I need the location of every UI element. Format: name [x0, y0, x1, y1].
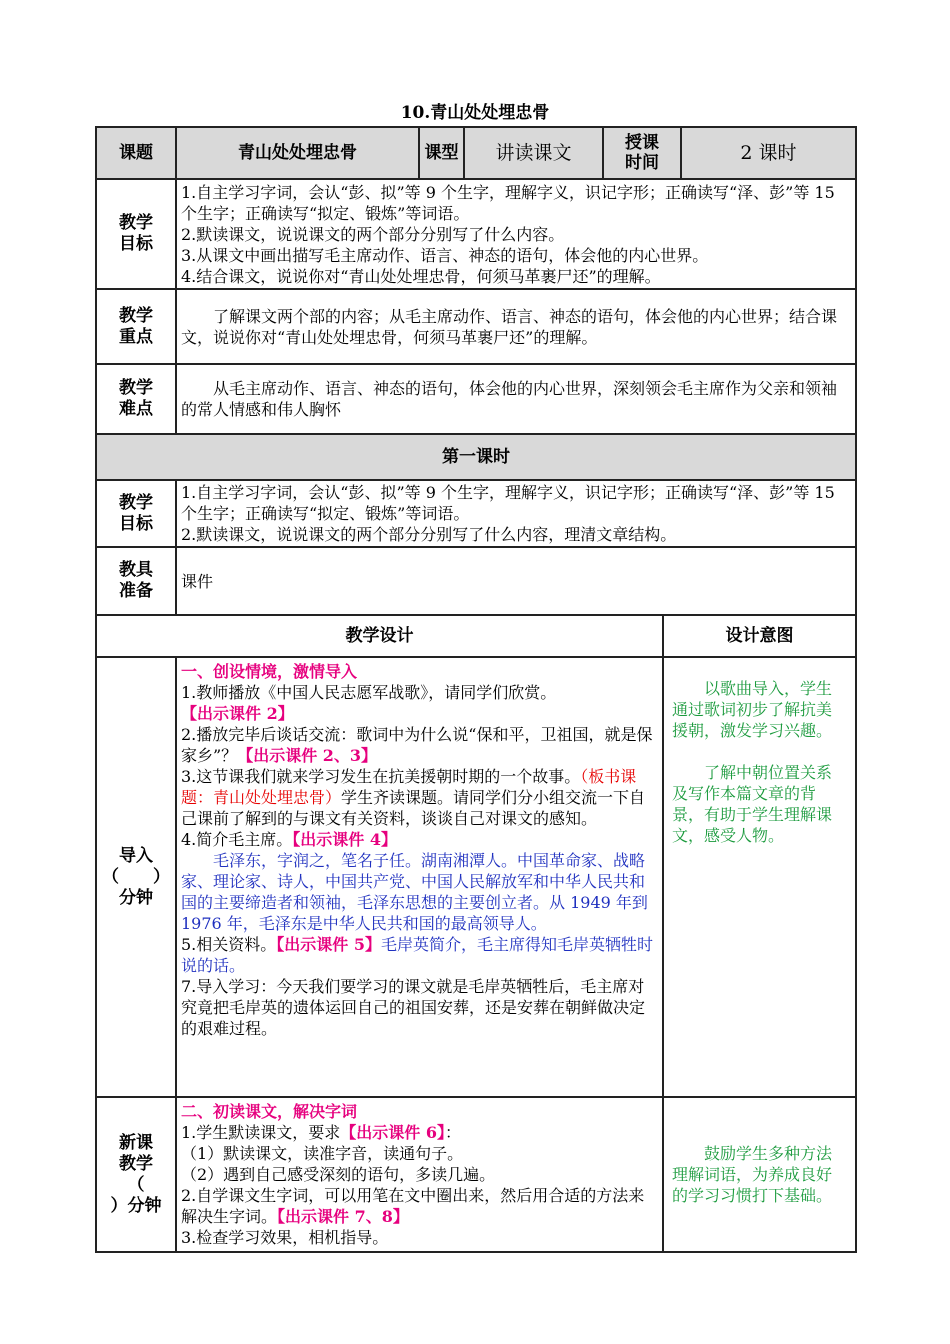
document-title: 10.青山处处埋忠骨: [400, 103, 550, 123]
intro-step-3-text-b: 学生齐读课题。请同学们分小组交流一下自己课前了解到的与课文有关资料，谈谈自己对课文的感知。: [181, 788, 646, 828]
intro-step-2-text: 2.播放完毕后谈话交流：歌词中为什么说“保和平，卫祖国，就是保家乡”？: [181, 725, 653, 765]
difficulties-row: [96, 364, 856, 434]
goal-line: 2.默读课文，说说课文的两个部分分别写了什么内容。: [181, 224, 565, 244]
courseware-tag: 【出示课件 4】: [292, 830, 397, 849]
lesson1-goal-line: 2.默读课文，说说课文的两个部分分别写了什么内容，理清文章结构。: [181, 525, 677, 544]
newlesson-label-line-4: ）分钟: [110, 1195, 162, 1216]
newlesson-step-2: [181, 1185, 658, 1227]
courseware-tag: 【出示课件 5】: [276, 935, 381, 954]
goals-label-line-2: 目标: [119, 234, 153, 254]
goal-line: 1.自主学习字词，会认“彭、拟”等 9 个生字，理解字义，识记字形；正确读写“泽、彭”等 15 个生字；正确读写“拟定、锻炼”等词语。: [181, 182, 835, 223]
intro-step-1-text: 1.教师播放《中国人民志愿军战歌》，请同学们欣赏。: [181, 683, 557, 702]
lesson1-prep-label-line-1: 教具: [119, 560, 153, 580]
intro-label-line-3: 分钟: [119, 887, 153, 908]
topic-value: 青山处处埋忠骨: [176, 127, 419, 179]
lesson1-goals-content: [176, 480, 856, 547]
newlesson-label-line-1: 新课: [119, 1132, 153, 1153]
lesson1-prep-row: [96, 547, 856, 615]
newlesson-step-1-end: ：: [445, 1123, 462, 1142]
lesson1-goals-label-line-2: 目标: [119, 513, 153, 534]
intro-step-4-text: 4.简介毛主席。: [181, 830, 293, 849]
key-points-text: 了解课文两个部的内容；从毛主席动作、语言、神态的语句，体会他的内心世界；结合课文，说说你对“青山处处埋忠骨，何须马革裹尸还”的理解。: [176, 289, 856, 364]
lesson1-goal-line: 1.自主学习字词，会认“彭、拟”等 9 个生字，理解字义，识记字形；正确读写“泽、彭”等 15 个生字；正确读写“拟定、锻炼”等词语。: [181, 483, 835, 523]
newlesson-label: [96, 1097, 176, 1252]
design-col2-header: 设计意图: [663, 615, 856, 657]
courseware-tag: 【出示课件 2】: [181, 704, 294, 723]
intro-step-5-detail: 毛岸英简介，毛主席得知毛岸英牺牲时说的话。: [181, 935, 654, 975]
newlesson-step-1: [181, 1122, 658, 1143]
courseware-tag: 【出示课件 6】: [340, 1123, 445, 1142]
lesson1-prep-value: 课件: [176, 547, 856, 615]
intro-intent-1: 以歌曲导入，学生通过歌词初步了解抗美援朝，激发学习兴趣。: [672, 679, 833, 740]
newlesson-step-1b: （2）遇到自己感受深刻的语句，多读几遍。: [181, 1165, 496, 1184]
time-label: [603, 127, 681, 179]
lesson-plan-overview-table: [95, 126, 857, 616]
intro-label: [96, 657, 176, 1097]
difficulties-label: [96, 364, 176, 434]
lesson1-goals-label: [96, 480, 176, 547]
board-title-note: （板书课题：青山处处埋忠骨）: [181, 767, 637, 807]
newlesson-row: [96, 1097, 856, 1252]
goals-label-line-1: 教学: [119, 213, 153, 233]
lesson1-heading-row: [96, 434, 856, 480]
goals-label: [96, 179, 176, 289]
key-points-label-line-1: 教学: [119, 305, 153, 326]
time-label-line-2: 时间: [625, 153, 659, 173]
courseware-tag: 【出示课件 2、3】: [237, 746, 378, 765]
intro-heading: 一、创设情境，激情导入: [181, 662, 358, 681]
intro-intent: [663, 657, 856, 1097]
type-label: 课型: [419, 127, 464, 179]
topic-label: 课题: [96, 127, 176, 179]
intro-step-5-text: 5.相关资料。: [181, 935, 277, 954]
time-value: 2 课时: [681, 127, 856, 179]
newlesson-content: [176, 1097, 663, 1252]
intro-label-line-2: （ ）: [102, 866, 170, 887]
intro-intent-2: 了解中朝位置关系及写作本篇文章的背景，有助于学生理解课文，感受人物。: [672, 763, 833, 845]
teaching-design-table: [95, 614, 857, 1253]
intro-row: [96, 657, 856, 1097]
key-points-label-line-2: 重点: [119, 326, 153, 347]
newlesson-label-line-2: 教学: [119, 1153, 153, 1174]
time-label-line-1: 授课: [625, 133, 659, 153]
difficulties-label-line-1: 教学: [119, 378, 153, 398]
goals-row: [96, 179, 856, 289]
lesson1-prep-label-line-2: 准备: [119, 581, 153, 601]
newlesson-step-3: 3.检查学习效果，相机指导。: [181, 1228, 389, 1247]
design-header-row: [96, 615, 856, 657]
design-col1-header: 教学设计: [96, 615, 663, 657]
lesson1-heading: 第一课时: [96, 434, 856, 480]
lesson1-prep-label: [96, 547, 176, 615]
newlesson-step-1a: （1）默读课文，读准字音，读通句子。: [181, 1144, 464, 1163]
difficulties-label-line-2: 难点: [119, 399, 153, 419]
goals-content: [176, 179, 856, 289]
goal-line: 4.结合课文，说说你对“青山处处埋忠骨，何须马革裹尸还”的理解。: [181, 266, 661, 286]
intro-step-4: [181, 829, 658, 850]
intro-step-1: [181, 682, 658, 724]
intro-content: [176, 657, 663, 1097]
newlesson-step-1-text: 1.学生默读课文，要求: [181, 1123, 341, 1142]
type-value: 讲读课文: [464, 127, 603, 179]
lesson1-goals-row: [96, 480, 856, 547]
mao-biography: 毛泽东，字润之，笔名子任。湖南湘潭人。中国革命家、战略家、理论家、诗人，中国共产党、中国人民解放军和中华人民共和国的主要缔造者和领袖，毛泽东思想的主要创立者。从 1949 年到 1976 年，毛泽东是中华人民共和国的最高领导人。: [181, 851, 648, 933]
lesson1-goals-label-line-1: 教学: [119, 492, 153, 513]
intro-step-5: [181, 934, 658, 976]
goal-line: 3.从课文中画出描写毛主席动作、语言、神态的语句，体会他的内心世界。: [181, 245, 709, 265]
intro-step-2: [181, 724, 658, 766]
courseware-tag: 【出示课件 7、8】: [277, 1207, 409, 1226]
difficulties-text: 从毛主席动作、语言、神态的语句，体会他的内心世界，深刻领会毛主席作为父亲和领袖的常人情感和伟人胸怀: [176, 364, 856, 434]
key-points-label: [96, 289, 176, 364]
key-points-row: [96, 289, 856, 364]
header-row: [96, 127, 856, 179]
newlesson-heading: 二、初读课文，解决字词: [181, 1102, 358, 1121]
newlesson-intent-text: 鼓励学生多种方法理解词语，为养成良好的学习习惯打下基础。: [672, 1144, 833, 1205]
intro-step-3-text: 3.这节课我们就来学习发生在抗美援朝时期的一个故事。: [181, 767, 581, 786]
newlesson-intent: [663, 1097, 856, 1252]
intro-label-line-1: 导入: [119, 845, 153, 866]
newlesson-label-line-3: （: [127, 1174, 145, 1195]
newlesson-step-2-text: 2.自学课文生字词，可以用笔在文中圈出来，然后用合适的方法来解决生字词。: [181, 1186, 645, 1226]
intro-step-3: [181, 766, 658, 829]
intro-step-7: 7.导入学习：今天我们要学习的课文就是毛岸英牺牲后，毛主席对究竟把毛岸英的遗体运回自己的祖国安葬，还是安葬在朝鲜做决定的艰难过程。: [181, 977, 646, 1038]
